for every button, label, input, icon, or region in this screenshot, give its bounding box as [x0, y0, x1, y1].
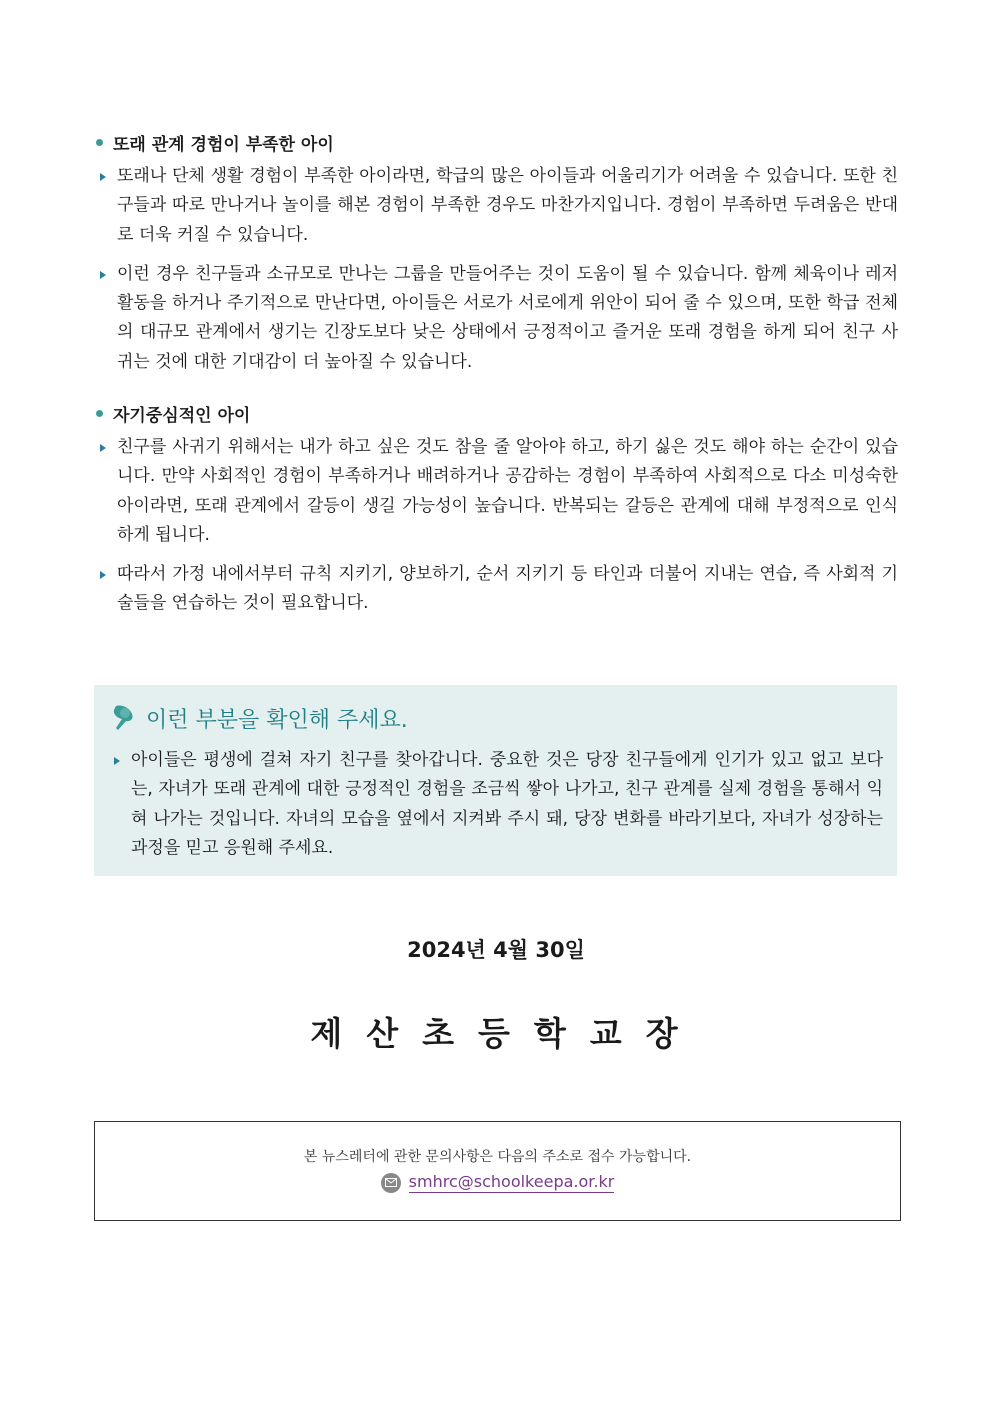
section-title [94, 402, 898, 424]
callout-header [108, 703, 408, 734]
contact-email-row [95, 1172, 900, 1193]
section-lack-of-peer-experience [94, 131, 898, 377]
list-item-text: 친구를 사귀기 위해서는 내가 하고 싶은 것도 참을 줄 알아야 하고, 하기 싫은 것도 해야 하는 순간이 있습니다. 만약 사회적인 경험이 부족하거나 배려하거나 공감하는 경험이 부족하여 사회적으로 다소 미성숙한 아이라면, 또래 관계에서 갈등이 생길 가능성이 높습니다. 반복되는 갈등은 관계에 대해 부정적으로 인식하게 됩니다. [117, 437, 898, 545]
triangle-bullet-icon [100, 571, 106, 579]
mail-icon [381, 1173, 401, 1193]
check-these-points-callout [94, 685, 897, 876]
triangle-bullet-icon [100, 444, 106, 452]
triangle-bullet-icon [100, 271, 106, 279]
contact-notice: 본 뉴스레터에 관한 문의사항은 다음의 주소로 접수 가능합니다. [303, 1149, 692, 1165]
issue-date: 2024년 4월 30일 [407, 938, 585, 962]
list-item [94, 560, 898, 619]
list-item [94, 162, 898, 250]
list-item-text: 이런 경우 친구들과 소규모로 만나는 그룹을 만들어주는 것이 도움이 될 수 있습니다. 함께 체육이나 레저활동을 하거나 주기적으로 만난다면, 아이들은 서로가 서로에게 위안이 되어 줄 수 있으며, 또한 학급 전체의 대규모 관계에서 생기는 긴장도보다 낮은 상태에서 긍정적이고 즐거운 또래 경험을 하게 되어 친구 사귀는 것에 대한 기대감이 더 높아질 수 있습니다. [117, 263, 898, 372]
list-item [108, 746, 883, 863]
callout-body [108, 746, 883, 863]
pushpin-icon [108, 704, 136, 734]
bullet-dot-icon [96, 410, 103, 417]
email-link[interactable]: smhrc@schoolkeepa.or.kr [408, 1172, 615, 1191]
callout-text: 아이들은 평생에 걸쳐 자기 친구를 찾아갑니다. 중요한 것은 당장 친구들에게 인기가 있고 없고 보다는, 자녀가 또래 관계에 대한 긍정적인 경험을 조금씩 쌓아 나가고, 친구 관계를 실제 경험을 통해서 익혀 나가는 것입니다. 자녀의 모습을 옆에서 지켜봐 주시 돼, 당장 변화를 바라기보다, 자녀가 성장하는 과정을 믿고 응원해 주세요. [131, 750, 883, 858]
section-title-text: 또래 관계 경험이 부족한 아이 [113, 134, 334, 155]
list-item-text: 또래나 단체 생활 경험이 부족한 아이라면, 학급의 많은 아이들과 어울리기가 어려울 수 있습니다. 또한 친구들과 따로 만나거나 놀이를 해본 경험이 부족한 경우도 마찬가지입니다. 경험이 부족하면 두려움은 반대로 더욱 커질 수 있습니다. [117, 166, 898, 245]
list-item [94, 260, 898, 377]
list-item [94, 433, 898, 550]
section-title-text: 자기중심적인 아이 [113, 405, 251, 426]
bullet-dot-icon [96, 139, 103, 146]
triangle-bullet-icon [114, 757, 120, 765]
principal-signature: 제산초등학교장 [310, 1014, 702, 1053]
contact-box [94, 1121, 901, 1221]
callout-title: 이런 부분을 확인해 주세요. [146, 708, 408, 733]
section-title [94, 131, 898, 153]
list-item-text: 따라서 가정 내에서부터 규칙 지키기, 양보하기, 순서 지키기 등 타인과 더불어 지내는 연습, 즉 사회적 기술들을 연습하는 것이 필요합니다. [117, 564, 898, 614]
section-self-centered-child [94, 402, 898, 619]
triangle-bullet-icon [100, 173, 106, 181]
